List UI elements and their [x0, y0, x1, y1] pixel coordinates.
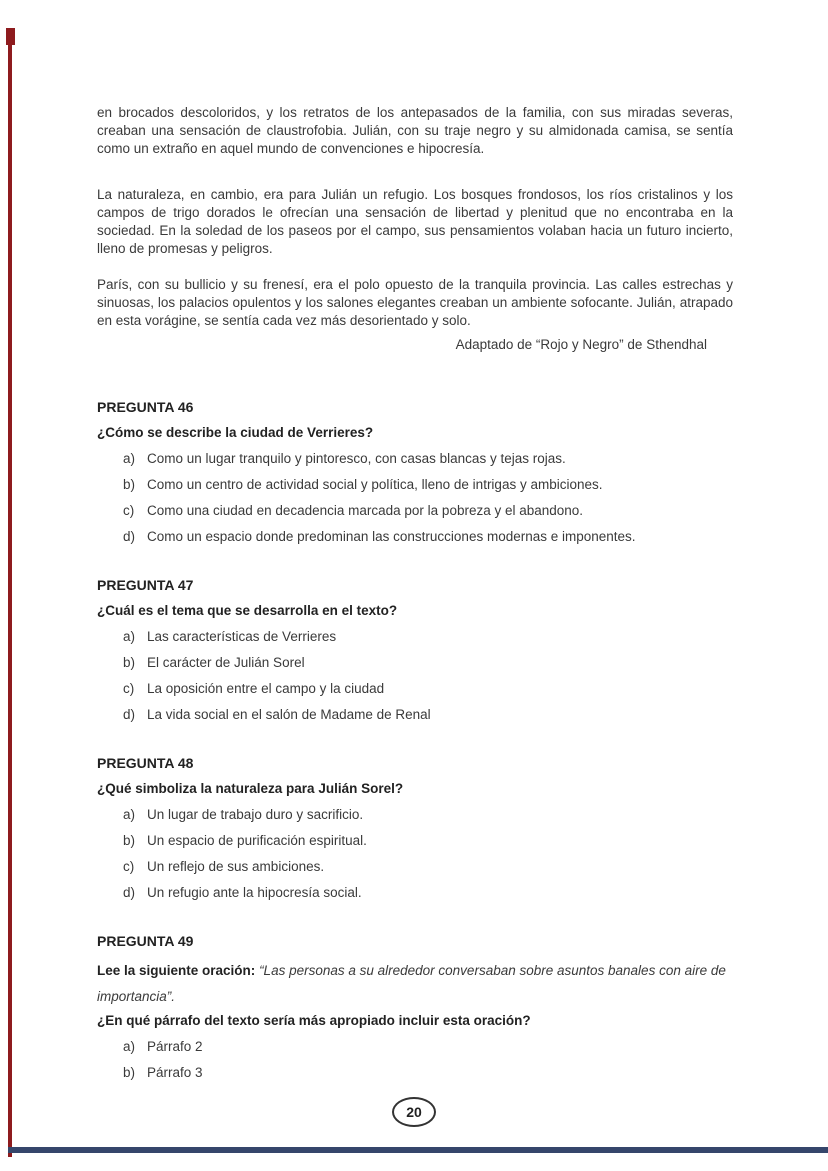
question-48: [97, 754, 733, 902]
question-label: PREGUNTA 49: [97, 933, 194, 949]
option-text: Como un centro de actividad social y política, lleno de intrigas y ambiciones.: [147, 477, 603, 492]
option-text: Como un lugar tranquilo y pintoresco, con casas blancas y tejas rojas.: [147, 451, 566, 466]
question-intro: [97, 958, 733, 1010]
top-left-accent-mark: [6, 28, 15, 45]
question-intro-quote: “Las personas a su alrededor conversaban sobre asuntos banales con aire de importancia”.: [97, 963, 726, 1004]
option-letter: c): [123, 503, 135, 518]
question-46: [97, 398, 733, 546]
question-49: [97, 932, 733, 1082]
option-text: Un refugio ante la hipocresía social.: [147, 885, 362, 900]
option-text: Un lugar de trabajo duro y sacrificio.: [147, 807, 364, 822]
option-letter: b): [123, 655, 136, 670]
passage-paragraph: en brocados descoloridos, y los retratos de los antepasados de la familia, con sus miradas severas, creaban una sensación de claustrofobia. Julián, con su traje negro y su almidonada camisa, se sentía como un extraño en aquel mundo de convenciones e hipocresía.: [97, 105, 733, 156]
question-stem: ¿Qué simboliza la naturaleza para Julián Sorel?: [97, 781, 404, 796]
option-text: Como un espacio donde predominan las construcciones modernas e imponentes.: [147, 529, 636, 544]
option-letter: a): [123, 1039, 136, 1054]
option-row: [123, 680, 733, 698]
option-letter: a): [123, 629, 136, 644]
option-letter: c): [123, 681, 135, 696]
option-text: Un reflejo de sus ambiciones.: [147, 859, 325, 874]
option-letter: b): [123, 1065, 136, 1080]
question-stem: ¿Cuál es el tema que se desarrolla en el texto?: [97, 603, 398, 618]
option-letter: d): [123, 885, 136, 900]
option-text: Un espacio de purificación espiritual.: [147, 833, 367, 848]
option-text: Párrafo 3: [147, 1065, 203, 1080]
left-edge-bar: [8, 45, 12, 1157]
option-row: [123, 528, 733, 546]
option-row: [123, 832, 733, 850]
page-content: [97, 104, 733, 1112]
question-stem: ¿En qué párrafo del texto sería más apropiado incluir esta oración?: [97, 1013, 531, 1028]
option-text: Como una ciudad en decadencia marcada por la pobreza y el abandono.: [147, 503, 584, 518]
option-letter: d): [123, 707, 136, 722]
bottom-edge-bar: [8, 1147, 828, 1153]
passage-paragraph: La naturaleza, en cambio, era para Julián un refugio. Los bosques frondosos, los ríos cristalinos y los campos de trigo dorados le ofrecían una sensación de libertad y plenitud que no encontraba en la sociedad. En la soledad de los paseos por el campo, sus pensamientos volaban hacia un futuro incierto, lleno de promesas y peligros.: [97, 187, 733, 256]
question-label: PREGUNTA 48: [97, 755, 194, 771]
option-row: [123, 502, 733, 520]
option-row: [123, 628, 733, 646]
option-letter: d): [123, 529, 136, 544]
option-text: La oposición entre el campo y la ciudad: [147, 681, 385, 696]
passage-paragraph: París, con su bullicio y su frenesí, era el polo opuesto de la tranquila provincia. Las calles estrechas y sinuosas, los palacios opulentos y los salones elegantes creaban un ambiente sofocante. Julián, atrapado en esta vorágine, se sentía cada vez más desorientado y solo.: [97, 277, 733, 328]
question-intro-lead: Lee la siguiente oración:: [97, 963, 256, 978]
passage-attribution: Adaptado de “Rojo y Negro” de Sthendhal: [455, 337, 707, 352]
option-row: [123, 1038, 733, 1056]
option-row: [123, 884, 733, 902]
option-text: Párrafo 2: [147, 1039, 203, 1054]
option-row: [123, 654, 733, 672]
option-row: [123, 450, 733, 468]
option-letter: b): [123, 477, 136, 492]
question-47: [97, 576, 733, 724]
option-letter: a): [123, 451, 136, 466]
option-text: La vida social en el salón de Madame de Renal: [147, 707, 431, 722]
option-row: [123, 706, 733, 724]
option-letter: a): [123, 807, 136, 822]
option-text: Las características de Verrieres: [147, 629, 337, 644]
reading-passage: [97, 104, 733, 354]
question-label: PREGUNTA 47: [97, 577, 194, 593]
option-letter: b): [123, 833, 136, 848]
option-text: El carácter de Julián Sorel: [147, 655, 305, 670]
option-letter: c): [123, 859, 135, 874]
question-stem: ¿Cómo se describe la ciudad de Verrieres?: [97, 425, 374, 440]
option-row: [123, 1064, 733, 1082]
option-row: [123, 476, 733, 494]
option-row: [123, 858, 733, 876]
page-number: 20: [406, 1104, 422, 1120]
question-label: PREGUNTA 46: [97, 399, 194, 415]
page-number-badge: [392, 1097, 436, 1127]
option-row: [123, 806, 733, 824]
